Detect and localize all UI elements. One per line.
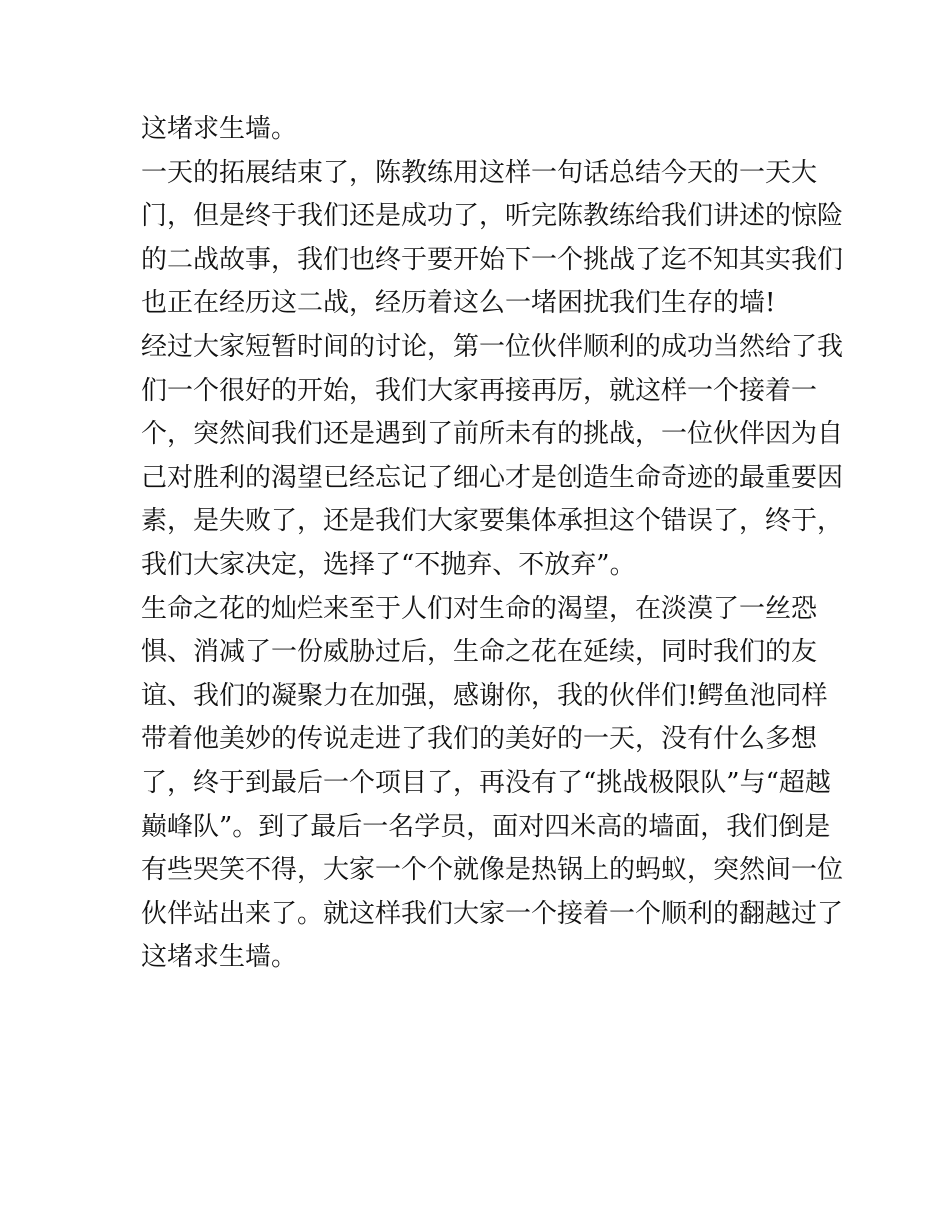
- text-line: 伙伴站出来了。就这样我们大家一个接着一个顺利的翻越过了: [141, 898, 844, 929]
- text-line: 素，是失败了，还是我们大家要集体承担这个错误了，终于，: [141, 506, 844, 537]
- text-line: 带着他美妙的传说走进了我们的美好的一天，没有什么多想: [141, 724, 818, 755]
- text-line: 经过大家短暂时间的讨论，第一位伙伴顺利的成功当然给了我: [141, 331, 844, 362]
- text-line: 惧、消减了一份威胁过后，生命之花在延续，同时我们的友: [141, 637, 818, 668]
- text-line: 一天的拓展结束了，陈教练用这样一句话总结今天的一天大: [141, 157, 818, 188]
- text-line: 们一个很好的开始，我们大家再接再厉，就这样一个接着一: [141, 375, 818, 406]
- text-line: 门，但是终于我们还是成功了，听完陈教练给我们讲述的惊险: [141, 201, 844, 232]
- text-line: 我们大家决定，选择了“不抛弃、不放弃”。: [141, 549, 636, 580]
- text-line: 个，突然间我们还是遇到了前所未有的挑战，一位伙伴因为自: [141, 419, 844, 450]
- text-line: 巅峰队”。到了最后一名学员，面对四米高的墙面，我们倒是: [141, 811, 831, 842]
- text-line: 这堵求生墙。: [141, 114, 298, 144]
- text-line: 谊、我们的凝聚力在加强，感谢你，我的伙伴们!鳄鱼池同样: [141, 680, 828, 711]
- document-body: [141, 108, 844, 980]
- text-line: 也正在经历这二战，经历着这么一堵困扰我们生存的墙!: [141, 288, 776, 319]
- text-line: 己对胜利的渴望已经忘记了细心才是创造生命奇迹的最重要因: [141, 462, 844, 493]
- text-line: 的二战故事，我们也终于要开始下一个挑战了迄不知其实我们: [141, 244, 844, 275]
- text-line: 了，终于到最后一个项目了，再没有了“挑战极限队”与“超越: [141, 767, 831, 798]
- text-line: 生命之花的灿烂来至于人们对生命的渴望，在淡漠了一丝恐: [141, 593, 818, 624]
- text-line: 有些哭笑不得，大家一个个就像是热锅上的蚂蚁，突然间一位: [141, 855, 844, 886]
- text-line: 这堵求生墙。: [141, 942, 298, 973]
